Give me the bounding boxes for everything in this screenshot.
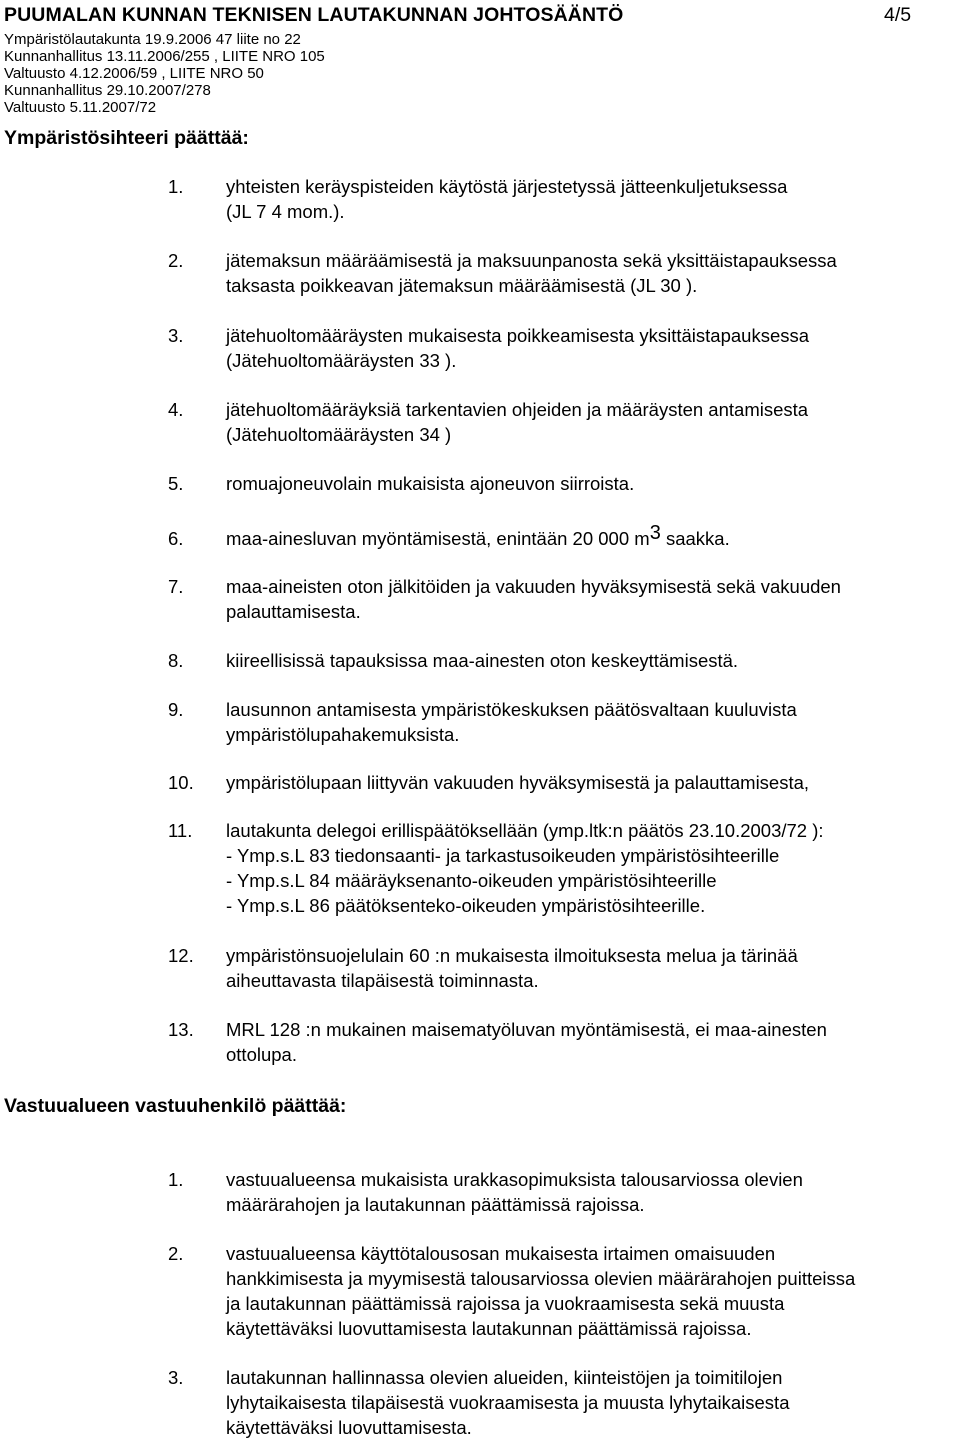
item-line: vastuualueensa mukaisista urakkasopimuksista talousarviossa olevien	[226, 1169, 803, 1190]
item-line: lautakunta delegoi erillispäätöksellään (ymp.ltk:n päätös 23.10.2003/72 ):	[226, 820, 824, 841]
item-text	[226, 648, 738, 673]
meta-line-text: Ympäristölautakunta 19.9.2006 47 liite no 22	[4, 31, 301, 48]
item-text	[226, 522, 730, 551]
item-line: MRL 128 :n mukainen maisematyöluvan myöntämisestä, ei maa-ainesten	[226, 1019, 827, 1040]
item-text	[226, 1167, 803, 1217]
item-number: 5.	[168, 473, 184, 494]
item-number: 1.	[168, 1169, 184, 1190]
item-text	[226, 397, 808, 447]
meta-line-text: Kunnanhallitus 29.10.2007/278	[4, 82, 211, 99]
meta-line	[4, 82, 211, 99]
item-line: taksasta poikkeavan jätemaksun määräämisestä (JL 30 ).	[226, 275, 698, 296]
item-line: jätemaksun määräämisestä ja maksuunpanosta sekä yksittäistapauksessa	[226, 250, 837, 271]
item-line: romuajoneuvolain mukaisista ajoneuvon siirroista.	[226, 473, 635, 494]
item-text	[226, 770, 809, 795]
item-text	[226, 818, 824, 918]
item-line: hankkimisesta ja myymisestä talousarviossa olevien määrärahojen puitteissa	[226, 1268, 856, 1289]
item-line: palauttamisesta.	[226, 601, 361, 622]
item-line: vastuualueensa käyttötalousosan mukaisesta irtaimen omaisuuden	[226, 1243, 776, 1264]
item-number: 9.	[168, 699, 184, 720]
item-text	[226, 943, 798, 993]
item-number: 2.	[168, 1243, 184, 1264]
item-line: aiheuttavasta tilapäisestä toiminnasta.	[226, 970, 539, 991]
item-line: (JL 7 4 mom.).	[226, 201, 345, 222]
item-line: ympäristölupaan liittyvän vakuuden hyväksymisestä ja palauttamisesta,	[226, 772, 810, 793]
item-text	[226, 1365, 789, 1440]
item-text	[226, 697, 797, 747]
item-line: - Ymp.s.L 86 päätöksenteko-oikeuden ympäristösihteerille.	[226, 895, 706, 916]
item-text	[226, 471, 634, 496]
meta-line	[4, 48, 325, 65]
item-line: lyhytaikaisesta tilapäisestä vuokraamisesta ja muusta lyhytaikaisesta	[226, 1392, 790, 1413]
section-heading: Vastuualueen vastuuhenkilö päättää:	[4, 1095, 347, 1117]
item-text	[226, 1241, 855, 1341]
item-text	[226, 174, 787, 224]
document-title: PUUMALAN KUNNAN TEKNISEN LAUTAKUNNAN JOHTOSÄÄNTÖ	[4, 4, 624, 26]
item-line: käytettäväksi luovuttamisesta.	[226, 1417, 472, 1438]
item-text	[226, 1017, 827, 1067]
item-line: jätehuoltomääräyksiä tarkentavien ohjeiden ja määräysten antamisesta	[226, 399, 809, 420]
item-text	[226, 323, 809, 373]
item-line: (Jätehuoltomääräysten 34 )	[226, 424, 452, 445]
item-line: yhteisten keräyspisteiden käytöstä järjestetyssä jätteenkuljetuksessa	[226, 176, 788, 197]
item-number: 3.	[168, 325, 184, 346]
meta-line	[4, 31, 301, 48]
item-number: 3.	[168, 1367, 184, 1388]
item-line: ympäristölupahakemuksista.	[226, 724, 460, 745]
meta-line-text: Valtuusto 4.12.2006/59 , LIITE NRO 50	[4, 65, 264, 82]
item-line	[226, 522, 730, 551]
item-line-text: saakka.	[660, 528, 730, 549]
item-text	[226, 574, 841, 624]
item-line: - Ymp.s.L 84 määräyksenanto-oikeuden ympäristösihteerille	[226, 870, 717, 891]
item-line: jätehuoltomääräysten mukaisesta poikkeamisesta yksittäistapauksessa	[226, 325, 810, 346]
item-text	[226, 248, 837, 298]
item-number: 6.	[168, 528, 184, 549]
item-number: 8.	[168, 650, 184, 671]
item-number: 4.	[168, 399, 184, 420]
item-number: 13.	[168, 1019, 194, 1040]
item-line: (Jätehuoltomääräysten 33 ).	[226, 350, 457, 371]
page-number: 4/5	[884, 4, 912, 26]
meta-line	[4, 65, 264, 82]
item-number: 12.	[168, 945, 194, 966]
item-line: maa-aineisten oton jälkitöiden ja vakuuden hyväksymisestä sekä vakuuden	[226, 576, 841, 597]
item-number: 7.	[168, 576, 184, 597]
item-line: kiireellisissä tapauksissa maa-ainesten oton keskeyttämisestä.	[226, 650, 739, 671]
item-number: 10.	[168, 772, 194, 793]
item-number: 2.	[168, 250, 184, 271]
item-line: määrärahojen ja lautakunnan päättämissä rajoissa.	[226, 1194, 645, 1215]
item-line: ja lautakunnan päättämissä rajoissa ja vuokraamisesta sekä muusta	[226, 1293, 785, 1314]
superscript: 3	[649, 522, 661, 544]
item-number: 1.	[168, 176, 184, 197]
meta-line-text: Kunnanhallitus 13.11.2006/255 , LIITE NRO 105	[4, 48, 325, 65]
meta-line-text: Valtuusto 5.11.2007/72	[4, 99, 157, 116]
item-line: ympäristönsuojelulain 60 :n mukaisesta ilmoituksesta melua ja tärinää	[226, 945, 798, 966]
item-line: käytettäväksi luovuttamisesta lautakunnan päättämissä rajoissa.	[226, 1318, 752, 1339]
item-line-text: maa-ainesluvan myöntämisestä, enintään 20 000 m	[226, 528, 650, 549]
meta-line	[4, 99, 156, 116]
item-line: lautakunnan hallinnassa olevien alueiden, kiinteistöjen ja toimitilojen	[226, 1367, 783, 1388]
item-number: 11.	[168, 820, 193, 841]
item-line: - Ymp.s.L 83 tiedonsaanti- ja tarkastusoikeuden ympäristösihteerille	[226, 845, 780, 866]
item-line: ottolupa.	[226, 1044, 297, 1065]
item-line: lausunnon antamisesta ympäristökeskuksen päätösvaltaan kuuluvista	[226, 699, 797, 720]
section-heading: Ympäristösihteeri päättää:	[4, 127, 249, 149]
